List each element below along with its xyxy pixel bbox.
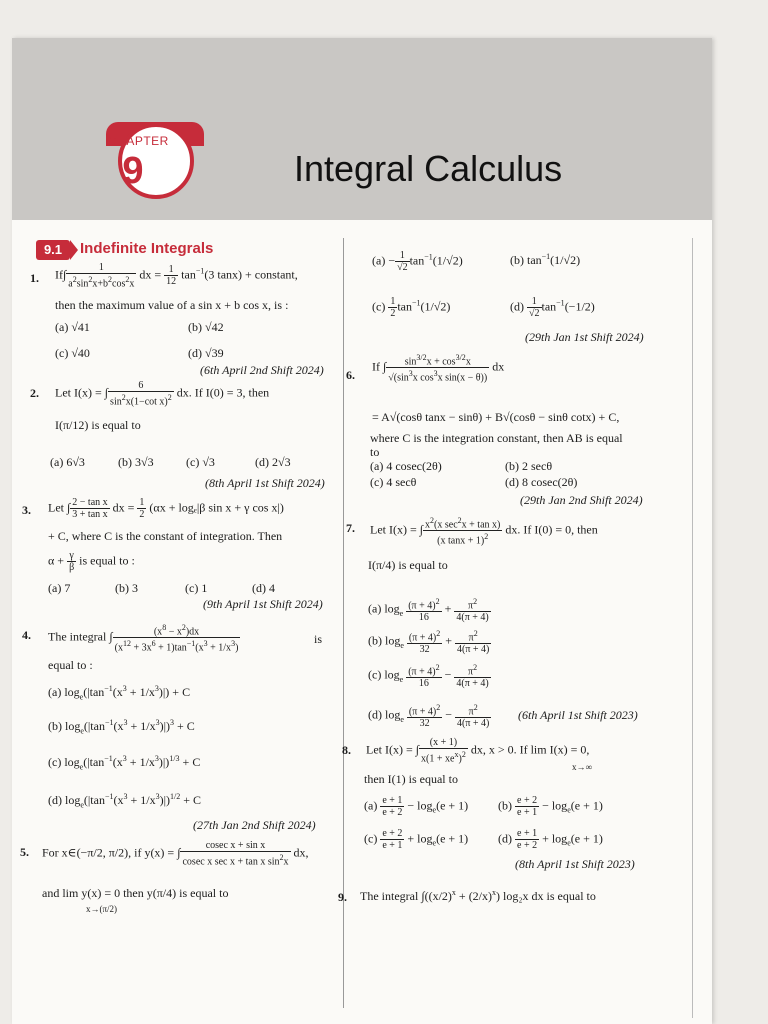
q1-option-a: (a) √41: [55, 320, 90, 334]
q1-number: 1.: [30, 271, 39, 285]
q8-limit-sub: x→∞: [572, 762, 592, 772]
q7-source: (6th April 1st Shift 2023): [518, 708, 638, 722]
q3-line3: α + $\frac{\gamma}{\beta}$ is equal to :: [48, 550, 135, 573]
q4-line2: equal to :: [48, 658, 93, 672]
q7-stem-text: Let: [370, 522, 386, 537]
q2-number: 2.: [30, 386, 39, 400]
q9-stem: The integral $\int((x/2)^x + (2/x)^x)$ log₂x dx is equal to: [360, 888, 596, 903]
q5-source: (29th Jan 1st Shift 2024): [525, 330, 644, 344]
q2-option-a: (a) 6√3: [50, 455, 85, 469]
q5-number: 5.: [20, 845, 29, 859]
q9-stem-text: The integral: [360, 889, 419, 903]
q8-number: 8.: [342, 743, 351, 757]
q5-limit-sub: x→(π/2): [86, 904, 118, 914]
q5-option-c: (c) $\frac{1}{2}$ $\tan^{-1}(1/√2)$: [372, 296, 451, 319]
chapter-title: Integral Calculus: [294, 148, 563, 189]
q6-number: 6.: [346, 368, 355, 382]
q6-source: (29th Jan 2nd Shift 2024): [520, 493, 643, 507]
q8-option-c: (c) $\frac{e + 2}{e + 1}$ + $\log_e(e + 1)$: [364, 828, 469, 851]
q2-tail2: is equal to: [91, 418, 141, 432]
q2-tail: dx. If I(0) = 3, then: [176, 385, 270, 400]
q4-option-b: (b) $\log_e(|\tan^{-1}(x^3 + 1/x^3)|)^3 + C$: [48, 718, 195, 736]
q2-option-d: (d) 2√3: [255, 455, 291, 469]
q3-line2: + C, where C is the constant of integration. Then: [48, 529, 283, 543]
q5-option-d: (d) $\frac{1}{√2}$ $\tan^{-1}(-1/2)$: [510, 296, 595, 319]
q5-option-b: (b) $\tan^{-1}(1/√2)$: [510, 252, 581, 267]
q8-option-d: (d) $\frac{e + 1}{e + 2}$ + $\log_e(e + 1)$: [498, 828, 603, 851]
section-number: 9.1: [36, 240, 70, 260]
q6-line2: where C is the integration constant, then AB is equal: [370, 431, 623, 445]
q2-line2: I(π/12) is equal to: [55, 418, 141, 432]
q5-stem-text: For x∈: [42, 845, 77, 860]
chapter-label: CHAPTER: [108, 134, 169, 148]
q5-tail2: is equal to: [179, 886, 229, 900]
q3-source: (9th April 1st Shift 2024): [203, 597, 323, 611]
q7-tail2: is equal to: [398, 558, 448, 572]
q3-line3-text: is equal to :: [79, 553, 135, 568]
chapter-number: 9: [122, 150, 144, 192]
q1-option-c: (c) √40: [55, 346, 90, 360]
q2-stem-text: Let I(x) = ∫: [55, 385, 109, 400]
q7-line2: I(π/4) is equal to: [368, 558, 448, 572]
q8-source: (8th April 1st Shift 2023): [515, 857, 635, 871]
q8-line2: then I(1) is equal to: [364, 772, 458, 786]
q3-option-c: (c) 1: [185, 581, 208, 595]
q3-option-b: (b) 3: [115, 581, 138, 595]
q6-stem: If ∫ $\frac{\sin^{3/2}x + \cos^{3/2}x}{√(\sin^3x \cos^3x \sin(x - \theta))}$ dx: [372, 353, 505, 384]
q2-option-b: (b) 3√3: [118, 455, 154, 469]
q2-stem: Let I(x) = ∫ $\frac{6}{\sin^2x(1-\cot x)^2}$ dx. If I(0) = 3, then: [55, 380, 270, 408]
q5-option-a: (a) − $\frac{1}{√2}$ $\tan^{-1}(1/√2)$: [372, 250, 463, 273]
q4-tail: is: [314, 632, 323, 646]
q6-option-d: (d) 8 cosec(2θ): [505, 475, 578, 489]
q8-option-b: (b) $\frac{e + 2}{e + 1}$ − $\log_e(e + 1)$: [498, 795, 603, 818]
q1-stem: If∫ $\frac{1}{a^2\sin^2x+b^2\cos^2x}$ dx = $\frac{1}{12}$ $\tan^{-1}(3$ tanx) + constant,: [55, 262, 298, 290]
q3-line1: (αx + logₑ|β sin x + γ cos x|): [149, 500, 284, 515]
q1-option-d: (d) √39: [188, 346, 224, 360]
q6-option-a: (a) 4 cosec(2θ): [370, 459, 442, 473]
q4-source: (27th Jan 2nd Shift 2024): [193, 818, 316, 832]
q8-stem: Let I(x) = ∫ $\frac{(x + 1)}{x(1 + xe^x)^2}$ dx, x > 0. If lim I(x) = 0,: [366, 737, 590, 765]
q5-line2: and lim y(x) = 0 then y(π/4) is equal to: [42, 886, 229, 900]
section-title: Indefinite Integrals: [80, 240, 214, 257]
q7-tail: dx. If I(0) = 0, then: [505, 522, 598, 537]
q8-stem-text: Let: [366, 742, 382, 757]
q3-stem: Let ∫ $\frac{\text{2 − tan x}}{\text{3 + tan x}}$ dx = $\frac{1}{2}$ (αx + logₑ|β sin x + γ cos x|): [48, 497, 284, 520]
q3-option-d: (d) 4: [252, 581, 275, 595]
q5-stem: For x∈(−π/2, π/2), if y(x) = ∫ $\frac{\text{cosec x + sin x}}{cosec x \sec x + \tan x \sin^2x}$ dx,: [42, 840, 309, 868]
q3-number: 3.: [22, 503, 31, 517]
q7-option-d: (d) $\log_e$ $\frac{(\pi + 4)^2}{32}$ − $\frac{\pi^2}{4(\pi + 4)}$: [368, 703, 490, 730]
q4-stem: The integral ∫ $\frac{(x^8 - x^2)dx}{(x^{12} + 3x^6 + 1)\tan^{-1}(x^3 + 1/x^3)}$: [48, 623, 239, 654]
q3-option-a: (a) 7: [48, 581, 71, 595]
q2-option-c: (c) √3: [186, 455, 215, 469]
q2-source: (8th April 1st Shift 2024): [205, 476, 325, 490]
q5-tail: and lim y(x) = 0 then y: [42, 886, 153, 900]
q1-line2: then the maximum value of a sin x + b cos x, is :: [55, 298, 289, 312]
q9-number: 9.: [338, 890, 347, 904]
q4-option-d: (d) $\log_e(|\tan^{-1}(x^3 + 1/x^3)|)^{1/2} + C$: [48, 792, 201, 810]
q7-option-c: (c) $\log_e$ $\frac{(\pi + 4)^2}{16}$ − $\frac{\pi^2}{4(\pi + 4)}$: [368, 663, 489, 690]
q4-option-c: (c) $\log_e(|\tan^{-1}(x^3 + 1/x^3)|)^{1/3} + C$: [48, 754, 201, 772]
q9-tail: log₂x dx is equal to: [503, 889, 596, 903]
q8-tail: dx, x > 0. If: [470, 742, 528, 757]
q6-option-c: (c) 4 secθ: [370, 475, 417, 489]
q4-number: 4.: [22, 628, 31, 642]
section-arrow-icon: [70, 240, 78, 260]
q7-stem: Let I(x) = ∫ $\frac{x^2(x \sec^2x + \tan x)}{(x \tan x + 1)^2}$ dx. If I(0) = 0, then: [370, 516, 598, 547]
q6-line3: to: [370, 445, 380, 459]
right-margin-rule: [692, 238, 693, 1018]
q4-option-a: (a) $\log_e(|\tan^{-1}(x^3 + 1/x^3)|) + C$: [48, 684, 191, 702]
q4-stem-text: The integral: [48, 629, 107, 644]
q1-option-b: (b) √42: [188, 320, 224, 334]
q8-option-a: (a) $\frac{e + 1}{e + 2}$ − $\log_e(e + 1)$: [364, 795, 469, 818]
q7-number: 7.: [346, 521, 355, 535]
q6-line1: = A√(cosθ tanx − sinθ) + B√(cosθ − sinθ cotx) + C,: [372, 410, 620, 424]
q7-option-b: (b) $\log_e$ $\frac{(\pi + 4)^2}{32}$ + $\frac{\pi^2}{4(\pi + 4)}$: [368, 629, 490, 656]
q7-option-a: (a) $\log_e$ $\frac{(\pi + 4)^2}{16}$ + $\frac{\pi^2}{4(\pi + 4)}$: [368, 597, 489, 624]
q6-option-b: (b) 2 secθ: [505, 459, 553, 473]
q1-source: (6th April 2nd Shift 2024): [200, 363, 324, 377]
